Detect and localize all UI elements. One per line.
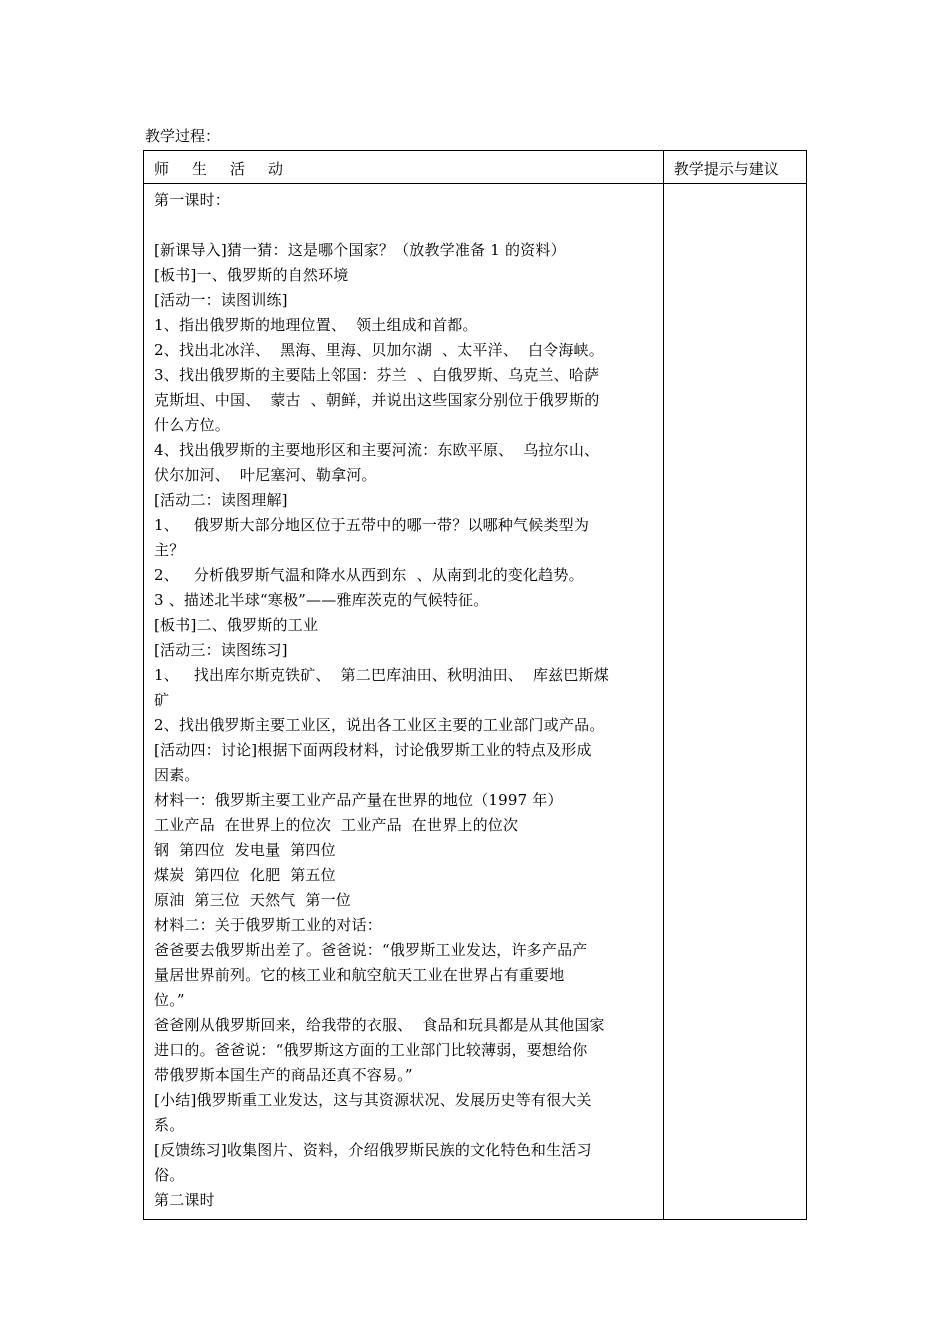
text-line: 3 、描述北半球“寒极”——雅库茨克的气候特征。 <box>154 591 489 609</box>
text-line: 4、找出俄罗斯的主要地形区和主要河流：东欧平原、 乌拉尔山、 <box>154 441 600 459</box>
text-line: [板书]一、俄罗斯的自然环境 <box>154 266 349 284</box>
text-line: 伏尔加河、 叶尼塞河、勒拿河。 <box>154 466 377 484</box>
text-line: [活动四：讨论]根据下面两段材料，讨论俄罗斯工业的特点及形成 <box>154 741 592 759</box>
text-line <box>154 213 654 238</box>
header-char: 师 <box>154 160 170 178</box>
text-line: 3、找出俄罗斯的主要陆上邻国：芬兰 、白俄罗斯、乌克兰、哈萨 <box>154 366 600 384</box>
table-body-row <box>144 184 807 1220</box>
text-line: [活动三：读图练习] <box>154 641 288 659</box>
text-line: 2、 分析俄罗斯气温和降水从西到东 、从南到北的变化趋势。 <box>154 566 584 584</box>
text-line: 原油 第三位 天然气 第一位 <box>154 891 352 909</box>
text-line: 因素。 <box>154 766 200 784</box>
text-line: 位。” <box>154 991 185 1009</box>
text-line: 煤炭 第四位 化肥 第五位 <box>154 866 336 884</box>
section-heading: 教学过程： <box>145 127 221 145</box>
text-line: 1、 俄罗斯大部分地区位于五带中的哪一带？以哪种气候类型为 <box>154 516 590 534</box>
header-char: 动 <box>268 160 284 178</box>
header-tips: 教学提示与建议 <box>663 151 806 184</box>
text-line: [活动一：读图训练] <box>154 291 288 309</box>
text-line: 材料一：俄罗斯主要工业产品产量在世界的地位（1997 年） <box>154 791 563 809</box>
text-line: [小结]俄罗斯重工业发达，这与其资源状况、发展历史等有很大关 <box>154 1091 592 1109</box>
text-line: [新课导入]猜一猜：这是哪个国家？（放教学准备 1 的资料） <box>154 241 566 259</box>
lesson-table <box>143 150 807 1220</box>
text-line: [活动二：读图理解] <box>154 491 288 509</box>
header-char: 生 <box>192 160 208 178</box>
text-line: 俗。 <box>154 1166 185 1184</box>
text-line: 材料二：关于俄罗斯工业的对话： <box>154 916 383 934</box>
table-header-row <box>144 151 807 184</box>
tips-cell <box>663 184 806 1220</box>
header-activities <box>144 151 664 184</box>
text-line: [板书]二、俄罗斯的工业 <box>154 616 319 634</box>
text-line: 第一课时： <box>154 191 231 209</box>
header-char: 活 <box>230 160 246 178</box>
text-line: 矿 <box>154 691 170 709</box>
text-line: 量居世界前列。它的核工业和航空航天工业在世界占有重要地 <box>154 966 565 984</box>
activities-cell <box>144 184 664 1220</box>
text-line: 主？ <box>154 541 185 559</box>
text-line: 爸爸刚从俄罗斯回来，给我带的衣服、 食品和玩具都是从其他国家 <box>154 1016 605 1034</box>
text-line: 什么方位。 <box>154 416 231 434</box>
text-line: 爸爸要去俄罗斯出差了。爸爸说：“俄罗斯工业发达，许多产品产 <box>154 941 588 959</box>
text-line: [反馈练习]收集图片、资料，介绍俄罗斯民族的文化特色和生活习 <box>154 1141 592 1159</box>
text-line: 系。 <box>154 1116 185 1134</box>
text-line: 2、找出俄罗斯主要工业区，说出各工业区主要的工业部门或产品。 <box>154 716 605 734</box>
text-line: 1、指出俄罗斯的地理位置、 领土组成和首都。 <box>154 316 478 334</box>
text-line: 钢 第四位 发电量 第四位 <box>154 841 336 859</box>
text-line: 1、 找出库尔斯克铁矿、 第二巴库油田、秋明油田、 库兹巴斯煤 <box>154 666 609 684</box>
text-line: 克斯坦、中国、 蒙古 、朝鲜，并说出这些国家分别位于俄罗斯的 <box>154 391 600 409</box>
text-line: 进口的。爸爸说：“俄罗斯这方面的工业部门比较薄弱，要想给你 <box>154 1041 588 1059</box>
text-line: 第二课时 <box>154 1191 215 1209</box>
text-line: 带俄罗斯本国生产的商品还真不容易。” <box>154 1066 413 1084</box>
text-line: 工业产品 在世界上的位次 工业产品 在世界上的位次 <box>154 816 519 834</box>
text-line: 2、找出北冰洋、 黑海、里海、贝加尔湖 、太平洋、 白令海峡。 <box>154 341 604 359</box>
